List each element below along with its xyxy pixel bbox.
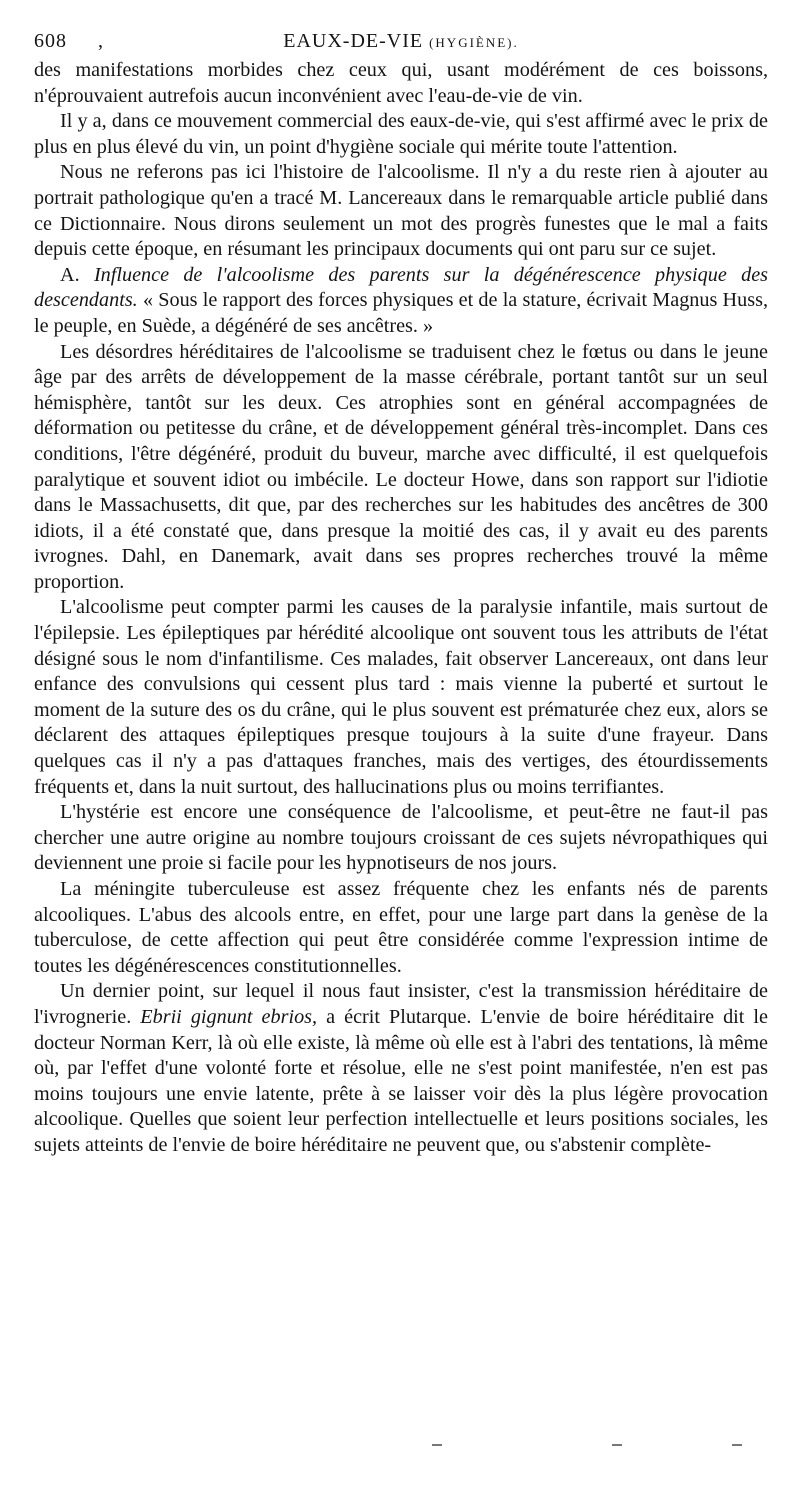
page-number: 608	[34, 30, 67, 52]
running-title-main: EAUX-DE-VIE	[283, 30, 424, 52]
section-a-paragraph	[34, 263, 768, 340]
last-para-before: Un dernier point, sur lequel il nous faut insister, c'est la transmission héréditaire de l'ivrognerie.	[34, 980, 768, 1028]
paragraph: Il y a, dans ce mouvement commercial des eaux-de-vie, qui s'est affirmé avec le prix de plus en plus élevé du vin, un point d'hygiène sociale qui mérite toute l'attention.	[34, 110, 768, 158]
section-label: A.	[60, 263, 80, 286]
latin-quote: Ebrii gignunt ebrios,	[140, 1005, 318, 1028]
section-quote: « Sous le rapport des forces physiques et de la stature, écrivait Magnus Huss, le peuple, en Suède, a dégénéré de ses ancêtres. »	[34, 289, 768, 337]
scan-mark	[612, 1444, 622, 1446]
running-title	[34, 30, 768, 53]
page-header	[34, 30, 768, 58]
article-body	[34, 58, 768, 1159]
scan-marks	[0, 1444, 800, 1456]
running-title-sub: (HYGIÈNE).	[429, 35, 519, 50]
section-heading: Influence de l'alcoolisme des parents sur la dégénérescence physique des descendants.	[34, 263, 769, 312]
scan-mark	[732, 1444, 742, 1446]
paragraph: L'hystérie est encore une conséquence de l'alcoolisme, et peut-être ne faut-il pas chercher une autre origine au nombre toujours croissant de ces sujets névropathiques qui deviennent une proie si facile pour les hypnotiseurs de nos jours.	[34, 801, 768, 875]
scan-mark	[432, 1444, 442, 1446]
paragraph: La méningite tuberculeuse est assez fréquente chez les enfants nés de parents alcooliques. L'abus des alcools entre, en effet, pour une large part dans la genèse de la tuberculose, de cette affection qui peut être considérée comme l'expression intime de toutes les dégénérescences constitutionnelles.	[34, 878, 768, 977]
header-separator: ,	[98, 30, 104, 52]
book-page	[34, 30, 768, 1159]
paragraph-last	[34, 979, 768, 1158]
paragraph: Les désordres héréditaires de l'alcoolisme se traduisent chez le fœtus ou dans le jeune âge par des arrêts de développement de la masse cérébrale, portant tantôt sur un seul hémisphère, tantôt sur les deux. Ces atrophies sont en général accompagnées de déformation ou petitesse du crâne, et de développement général très-incomplet. Dans ces conditions, l'être dégénéré, produit du buveur, marche avec difficulté, il est quelquefois paralytique et souvent idiot ou imbécile. Le docteur Howe, dans son rapport sur l'idiotie dans le Massachusetts, dit que, par des recherches sur les habitudes des ancêtres de 300 idiots, il a été constaté que, dans presque la moitié des cas, il y avait eu des parents ivrognes. Dahl, en Danemark, avait dans ses propres recherches trouvé la même proportion.	[34, 340, 768, 593]
paragraph: L'alcoolisme peut compter parmi les causes de la paralysie infantile, mais surtout de l'épilepsie. Les épileptiques par hérédité alcoolique ont souvent tous les attributs de l'état désigné sous le nom d'infantilisme. Ces malades, fait observer Lancereaux, ont dans leur enfance des convulsions qui cessent plus tard : mais vienne la puberté et surtout le moment de la suture des os du crâne, qui le plus souvent est prématurée chez eux, alors se déclarent des attaques épileptiques presque toujours à la suite d'une frayeur. Dans quelques cas il n'y a pas d'attaques franches, mais des vertiges, des étourdissements fréquents et, dans la nuit surtout, des hallucinations plus ou moins terrifiantes.	[34, 596, 768, 798]
paragraph-continued: des manifestations morbides chez ceux qui, usant modérément de ces boissons, n'éprouvaient autrefois aucun inconvénient avec l'eau-de-vie de vin.	[34, 59, 768, 107]
last-para-after: a écrit Plutarque. L'envie de boire héréditaire dit le docteur Norman Kerr, là où elle existe, là même où elle est à l'abri des tentations, là même où, par l'effet d'une volonté forte et résolue, elle ne s'est point manifestée, n'en est pas moins toujours une envie latente, prête à se laisser voir dès la plus légère provocation alcoolique. Quelles que soient leur perfection intellectuelle et leurs positions sociales, les sujets atteints de l'envie de boire héréditaire ne peuvent que, ou s'abstenir complète-	[34, 1005, 769, 1156]
paragraph: Nous ne referons pas ici l'histoire de l'alcoolisme. Il n'y a du reste rien à ajouter au portrait pathologique qu'en a tracé M. Lancereaux dans le remarquable article publié dans ce Dictionnaire. Nous dirons seulement un mot des progrès funestes que le mal a faits depuis cette époque, en résumant les principaux documents qui ont paru sur ce sujet.	[34, 161, 768, 261]
